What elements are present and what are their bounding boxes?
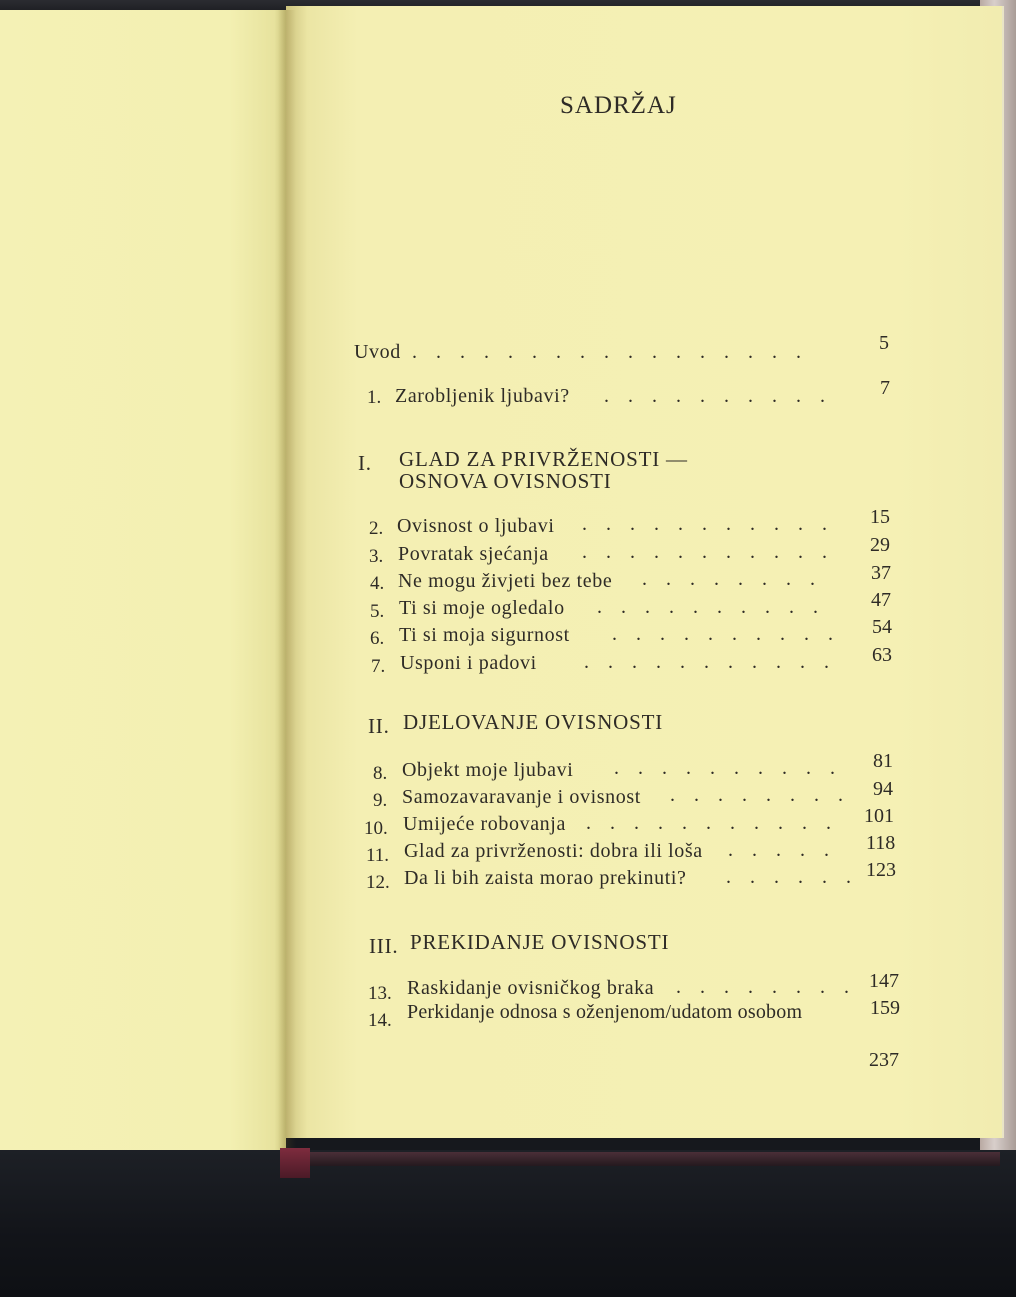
toc-page-number: 54 <box>872 616 892 638</box>
toc-leader-dots: . . . . . <box>728 839 836 861</box>
toc-leader-dots: . . . . . . . . . . . <box>586 812 838 834</box>
toc-leader-dots: . . . . . . . . . . . <box>582 513 834 535</box>
toc-page-number: 7 <box>880 377 890 399</box>
toc-page-number: 5 <box>879 332 889 354</box>
toc-entry-text: Objekt moje ljubavi <box>402 759 574 781</box>
toc-leader-dots: . . . . . . . . . . <box>597 596 825 618</box>
toc-page-number: 15 <box>870 506 890 528</box>
toc-page-number: 94 <box>873 778 893 800</box>
page-number: 237 <box>869 1049 899 1071</box>
toc-leader-dots: . . . . . . . . . . . <box>582 541 834 563</box>
toc-entry-text: Raskidanje ovisničkog braka <box>407 977 655 999</box>
section-title: OSNOVA OVISNOSTI <box>399 469 612 493</box>
section-roman: I. <box>358 451 372 475</box>
toc-entry-text: Glad za privrženosti: dobra ili loša <box>404 840 703 862</box>
section-title: PREKIDANJE OVISNOSTI <box>410 930 670 954</box>
toc-entry-number: 8. <box>373 763 388 784</box>
toc-entry-number: 12. <box>366 872 390 893</box>
toc-entry-number: 6. <box>370 628 385 649</box>
book-cover-bottom <box>0 1150 1016 1297</box>
toc-entry-number: 9. <box>373 790 388 811</box>
toc-page-number: 118 <box>866 832 896 854</box>
toc-leader-dots: . . . . . . . . <box>642 568 822 590</box>
toc-page-number: 147 <box>869 970 899 992</box>
left-page <box>0 10 286 1152</box>
section-roman: III. <box>369 934 399 958</box>
toc-entry-text: Ovisnost o ljubavi <box>397 515 555 537</box>
toc-leader-dots: . . . . . . . . <box>676 976 856 998</box>
book-gutter <box>278 10 296 1152</box>
toc-entry-text: Samozavaravanje i ovisnost <box>402 786 641 808</box>
toc-entry-text: Ne mogu živjeti bez tebe <box>398 570 613 592</box>
section-title: GLAD ZA PRIVRŽENOSTI — <box>399 447 688 471</box>
toc-page-number: 37 <box>871 562 891 584</box>
toc-leader-dots: . . . . . . . . . . . . . . . . . <box>412 341 808 363</box>
toc-entry-number: 5. <box>370 601 385 622</box>
toc-page-number: 47 <box>871 589 891 611</box>
toc-entry-text: Perkidanje odnosa s oženjenom/udatom osobom <box>407 1001 803 1023</box>
toc-entry-text: Zarobljenik ljubavi? <box>395 385 570 407</box>
toc-entry-text: Ti si moje ogledalo <box>399 597 565 619</box>
toc-entry-text: Uvod <box>354 341 401 363</box>
toc-entry-number: 11. <box>366 845 390 866</box>
toc-entry-text: Usponi i padovi <box>400 652 537 674</box>
toc-entry-text: Povratak sjećanja <box>398 543 549 565</box>
toc-leader-dots: . . . . . . . . . . <box>614 757 842 779</box>
spine-binding <box>310 1152 1000 1166</box>
toc-page-number: 123 <box>866 859 896 881</box>
toc-entry-number: 14. <box>368 1010 392 1031</box>
section-roman: II. <box>368 714 390 738</box>
toc-leader-dots: . . . . . . <box>726 866 858 888</box>
toc-page-number: 101 <box>864 805 894 827</box>
toc-page-number: 81 <box>873 750 893 772</box>
toc-entry-text: Umijeće robovanja <box>403 813 566 835</box>
toc-entry-number: 7. <box>371 656 386 677</box>
toc-page-number: 159 <box>870 997 900 1019</box>
spine-ribbon <box>280 1148 310 1178</box>
page-title: SADRŽAJ <box>560 92 677 119</box>
toc-entry-text: Da li bih zaista morao prekinuti? <box>404 867 687 889</box>
toc-entry-number: 3. <box>369 546 384 567</box>
toc-leader-dots: . . . . . . . . <box>670 784 850 806</box>
toc-entry-number: 2. <box>369 518 384 539</box>
toc-page-number: 29 <box>870 534 890 556</box>
toc-entry-text: Ti si moja sigurnost <box>399 624 570 646</box>
section-title: DJELOVANJE OVISNOSTI <box>403 710 664 734</box>
toc-entry-number: 10. <box>364 818 388 839</box>
toc-entry-number: 4. <box>370 573 385 594</box>
toc-page-number: 63 <box>872 644 892 666</box>
toc-leader-dots: . . . . . . . . . . <box>604 385 832 407</box>
toc-leader-dots: . . . . . . . . . . <box>612 623 840 645</box>
toc-entry-number: 1. <box>367 387 382 408</box>
toc-leader-dots: . . . . . . . . . . . <box>584 651 836 673</box>
toc-entry-number: 13. <box>368 983 392 1004</box>
